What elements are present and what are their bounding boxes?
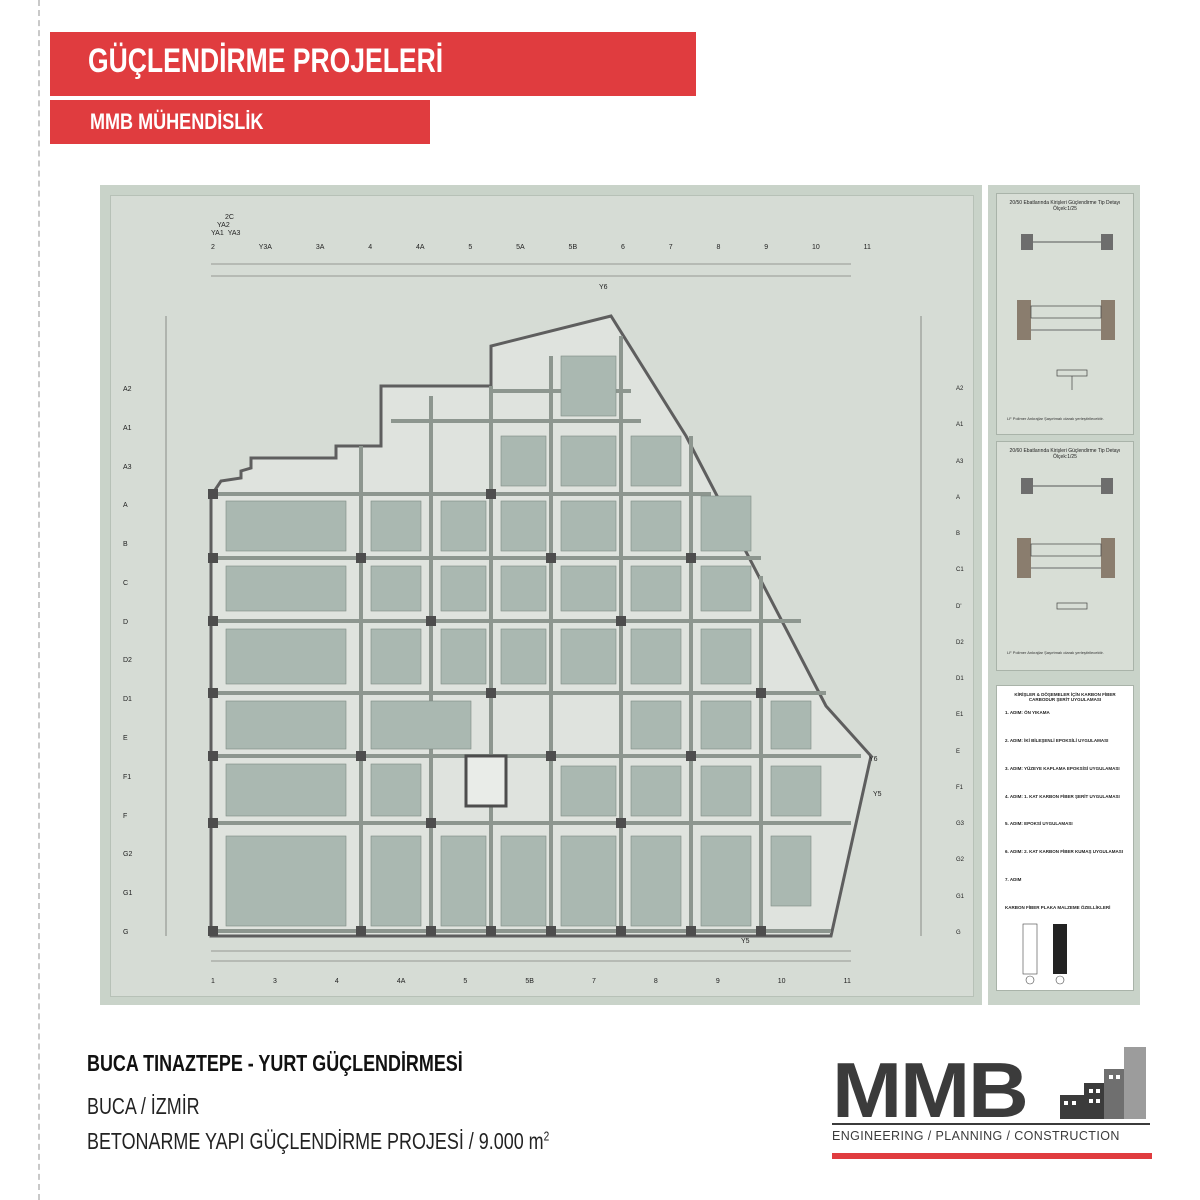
step-heading: 3. ADIM: YÜZEYE KAPLAMA EPOKSİSİ UYGULAMASI	[1005, 765, 1120, 771]
axis-label: 2	[211, 244, 215, 251]
axis-label: B	[956, 531, 961, 538]
axis-label: F	[123, 812, 128, 820]
step-heading: 5. ADIM: EPOKSİ UYGULAMASI	[1005, 821, 1073, 827]
axis-label: E	[123, 735, 128, 743]
axis-label: 5B	[525, 978, 534, 985]
axis-label: G	[123, 928, 129, 936]
logo-tagline: ENGINEERING / PLANNING / CONSTRUCTION	[832, 1123, 1150, 1143]
axis-label: YA1	[211, 230, 224, 237]
logo-wordmark: MMB	[832, 1046, 1027, 1134]
axis-label: Y3A	[258, 244, 272, 251]
bottom-axis-labels	[211, 978, 851, 990]
axis-label: F1	[956, 784, 964, 791]
detail-title: 20/50 Ebatlarında Kirişleri Güçlendirme Tip Detayı Ölçek:1/25	[1009, 200, 1121, 212]
detail-note: LF Polimer Ankrajlar Şaşırtmalı olarak yerleştirilecektir.	[1007, 650, 1104, 655]
axis-label: 3A	[315, 244, 325, 251]
axis-label: D1	[956, 676, 964, 683]
axis-label: 10	[811, 244, 820, 251]
step-heading: 7. ADIM	[1005, 877, 1022, 883]
axis-label: D1	[123, 696, 132, 704]
axis-label: 4	[334, 978, 339, 985]
left-axis-labels	[123, 386, 143, 936]
axis-label: A	[123, 502, 128, 510]
detail-note: LF Polimer Ankrajlar Şaşırtmalı olarak yerleştirilecektir.	[1007, 416, 1104, 421]
axis-label: A	[956, 494, 961, 501]
axis-label: E	[956, 748, 961, 755]
axis-label: E1	[956, 712, 964, 719]
logo-accent-bar	[832, 1153, 1152, 1159]
step-heading: KARBON FİBER PLAKA MALZEME ÖZELLİKLERİ	[1005, 904, 1111, 910]
axis-label: YA3	[227, 230, 241, 237]
axis-label: 5B	[568, 244, 578, 251]
project-location: BUCA / İZMİR	[87, 1093, 200, 1119]
top-axis-labels-extra	[211, 214, 251, 242]
axis-label: 4	[368, 244, 373, 251]
axis-label: A3	[956, 458, 964, 465]
axis-label: 6	[620, 244, 625, 251]
axis-label: G1	[956, 893, 965, 900]
title-banner	[50, 32, 696, 96]
axis-label: G2	[123, 851, 133, 859]
axis-label: D'	[956, 603, 962, 610]
buildings-icon	[1054, 1043, 1154, 1123]
floor-plan-sheet	[110, 195, 974, 997]
axis-label: A2	[123, 386, 132, 393]
axis-label: 10	[777, 978, 786, 985]
page-title: GÜÇLENDİRME PROJELERİ	[88, 42, 444, 80]
details-panel	[988, 185, 1140, 1005]
company-subtitle: MMB MÜHENDİSLİK	[90, 109, 264, 134]
axis-label: 5A	[516, 244, 525, 251]
axis-label: G	[956, 929, 961, 936]
axis-label: 9	[764, 244, 769, 251]
project-description	[87, 1128, 549, 1155]
beam-detail-20-50	[996, 193, 1134, 435]
left-dashed-guide	[38, 0, 40, 1200]
axis-label: 4A	[415, 244, 425, 251]
diagonal-label: Y5	[873, 791, 882, 798]
notes-heading: KİRİŞLER & DÖŞEMELER İÇİN KARBON FİBER CARBODUR ŞERİT UYGULAMASI	[1014, 692, 1116, 702]
axis-label: G1	[123, 890, 133, 898]
axis-label: B	[123, 541, 128, 549]
axis-label: C1	[956, 567, 964, 574]
notes-steps	[1005, 710, 1127, 910]
axis-label: 11	[863, 244, 871, 251]
diagonal-label: Y6	[599, 284, 608, 291]
step-heading: 1. ADIM: ÖN YIKAMA	[1005, 710, 1050, 715]
axis-label: A3	[123, 463, 132, 471]
beam-detail-drawing	[997, 468, 1133, 658]
axis-label: 7	[668, 244, 673, 251]
step-heading: 6. ADIM: 2. KAT KARBON FİBER KUMAŞ UYGULAMASI	[1005, 849, 1123, 855]
material-samples-drawing	[997, 918, 1133, 988]
axis-label: 2C	[225, 214, 234, 221]
beam-detail-drawing	[997, 220, 1133, 420]
axis-label: 1	[211, 978, 215, 985]
project-title: BUCA TINAZTEPE - YURT GÜÇLENDİRMESİ	[87, 1050, 463, 1076]
step-heading: 2. ADIM: İKİ BİLEŞENLİ EPOKSİLİ UYGULAMASI	[1005, 737, 1109, 743]
axis-label: D	[123, 618, 129, 626]
axis-label: D2	[956, 639, 964, 646]
description-text: BETONARME YAPI GÜÇLENDİRME PROJESİ / 9.000 m	[87, 1128, 544, 1154]
top-axis-labels	[211, 244, 871, 258]
axis-label: G2	[956, 857, 965, 864]
floor-plan-panel	[100, 185, 982, 1005]
area-unit-superscript: 2	[543, 1128, 550, 1144]
axis-label: 8	[716, 244, 721, 251]
axis-label: G3	[956, 821, 965, 828]
detail-title: 20/60 Ebatlarında Kirişleri Güçlendirme Tip Detayı Ölçek:1/25	[1009, 448, 1121, 460]
axis-label: F1	[123, 773, 132, 781]
axis-label: 5	[463, 978, 468, 985]
beam-detail-20-60	[996, 441, 1134, 671]
application-notes	[996, 685, 1134, 991]
axis-label: 4A	[396, 978, 406, 985]
axis-label: YA2	[217, 222, 230, 229]
diagonal-label: Y5	[741, 938, 750, 945]
axis-label: A1	[956, 422, 964, 429]
step-heading: 4. ADIM: 1. KAT KARBON FİBER ŞERİT UYGULAMASI	[1005, 793, 1120, 799]
axis-label: 5	[468, 244, 473, 251]
mmb-logo	[832, 1035, 1152, 1165]
axis-label: C	[123, 579, 129, 587]
right-axis-labels	[956, 386, 972, 936]
axis-label: 9	[715, 978, 720, 985]
axis-label: 11	[843, 978, 851, 985]
axis-label: D2	[123, 657, 132, 665]
subtitle-banner	[50, 100, 430, 144]
axis-label: 8	[653, 978, 658, 985]
diagonal-label: Y6	[869, 756, 878, 763]
floor-plan-drawing	[111, 196, 973, 996]
axis-label: 3	[272, 978, 277, 985]
axis-label: 7	[591, 978, 596, 985]
axis-label: A1	[123, 424, 132, 432]
axis-label: A2	[956, 386, 964, 392]
